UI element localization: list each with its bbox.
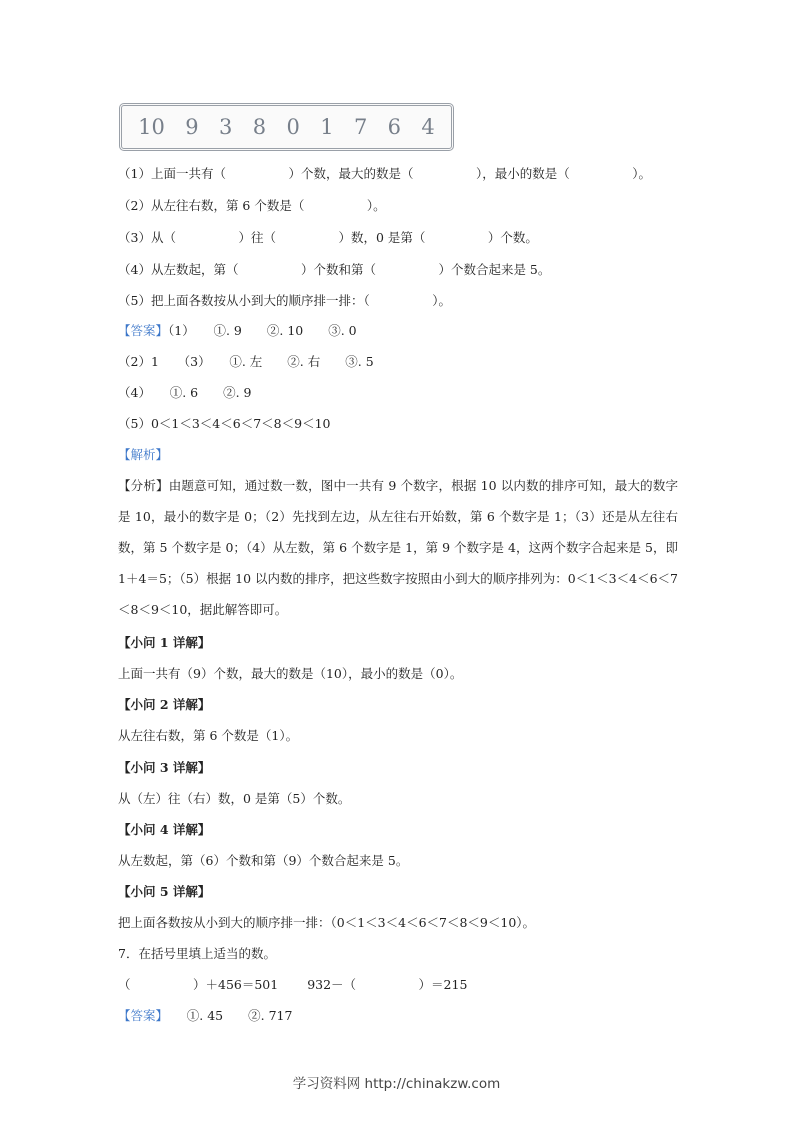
number-item: 0 — [286, 115, 300, 139]
number-item: 3 — [219, 115, 233, 139]
detail-heading-3: 【小问 3 详解】 — [118, 760, 211, 775]
question-5: （5）把上面各数按从小到大的顺序排一排：（ ）。 — [118, 293, 451, 308]
answer-text: （1） ①. 9 ②. 10 ③. 0 — [168, 323, 357, 338]
answer-line-5: （5）0＜1＜3＜4＜6＜7＜8＜9＜10 — [118, 416, 331, 431]
analysis-tag: 【解析】 — [118, 447, 169, 462]
answer-line-1 — [118, 323, 357, 339]
analysis-paragraph: 【分析】由题意可知，通过数一数，图中一共有 9 个数字，根据 10 以内数的排序可知，最大的数字是 10，最小的数字是 0；（2）先找到左边，从左往右开始数，第 6 个数字是 1；（3）还是从左往右数，第 5 个数字是 0；（4）从左数，第 6 个数字是 1，第 9 个数字是 4，这两个数字合起来是 5，即 1＋4＝5；（5）根据 10 以内数的排序，把这些数字按照由小到大的顺序排列为：0＜1＜3＜4＜6＜7＜8＜9＜10，据此解答即可。 — [118, 478, 678, 617]
q7-title: 7．在括号里填上适当的数。 — [118, 946, 276, 961]
number-item: 8 — [252, 115, 267, 139]
number-item: 7 — [353, 115, 368, 139]
q7-answer-line — [118, 1008, 292, 1024]
detail-text-4: 从左数起，第（6）个数和第（9）个数合起来是 5。 — [118, 853, 409, 868]
detail-heading-2: 【小问 2 详解】 — [118, 697, 211, 712]
question-1: （1）上面一共有（ ）个数，最大的数是（ ），最小的数是（ ）。 — [118, 166, 651, 181]
q7-expression: （ ）＋456＝501 932－（ ）＝215 — [118, 977, 468, 992]
question-4: （4）从左数起，第（ ）个数和第（ ）个数合起来是 5。 — [118, 262, 551, 277]
detail-text-3: 从（左）往（右）数，0 是第（5）个数。 — [118, 791, 351, 806]
detail-text-1: 上面一共有（9）个数，最大的数是（10），最小的数是（0）。 — [118, 666, 463, 681]
detail-heading-5: 【小问 5 详解】 — [118, 884, 211, 899]
question-3: （3）从（ ）往（ ）数，0 是第（ ）个数。 — [118, 230, 538, 245]
detail-heading-1: 【小问 1 详解】 — [118, 635, 211, 650]
detail-text-5: 把上面各数按从小到大的顺序排一排：（0＜1＜3＜4＜6＜7＜8＜9＜10）。 — [118, 915, 536, 930]
number-box — [119, 103, 454, 151]
footer-watermark: 学习资料网 http://chinakzw.com — [292, 1076, 501, 1092]
question-2: （2）从左往右数，第 6 个数是（ ）。 — [118, 198, 386, 213]
detail-text-2: 从左往右数，第 6 个数是（1）。 — [118, 728, 299, 743]
number-item: 1 — [320, 115, 334, 139]
number-item: 10 — [138, 115, 165, 139]
number-item: 6 — [387, 115, 402, 139]
answer-line-2: （2）1 （3） ①. 左 ②. 右 ③. 5 — [118, 354, 374, 369]
number-item: 4 — [421, 115, 435, 139]
answer-tag: 【答案】 — [118, 323, 169, 338]
detail-heading-4: 【小问 4 详解】 — [118, 822, 211, 837]
number-item: 9 — [185, 115, 199, 139]
q7-answer: ①. 45 ②. 717 — [161, 1008, 293, 1023]
answer-tag: 【答案】 — [118, 1008, 162, 1023]
answer-line-4: （4） ①. 6 ②. 9 — [118, 385, 252, 400]
